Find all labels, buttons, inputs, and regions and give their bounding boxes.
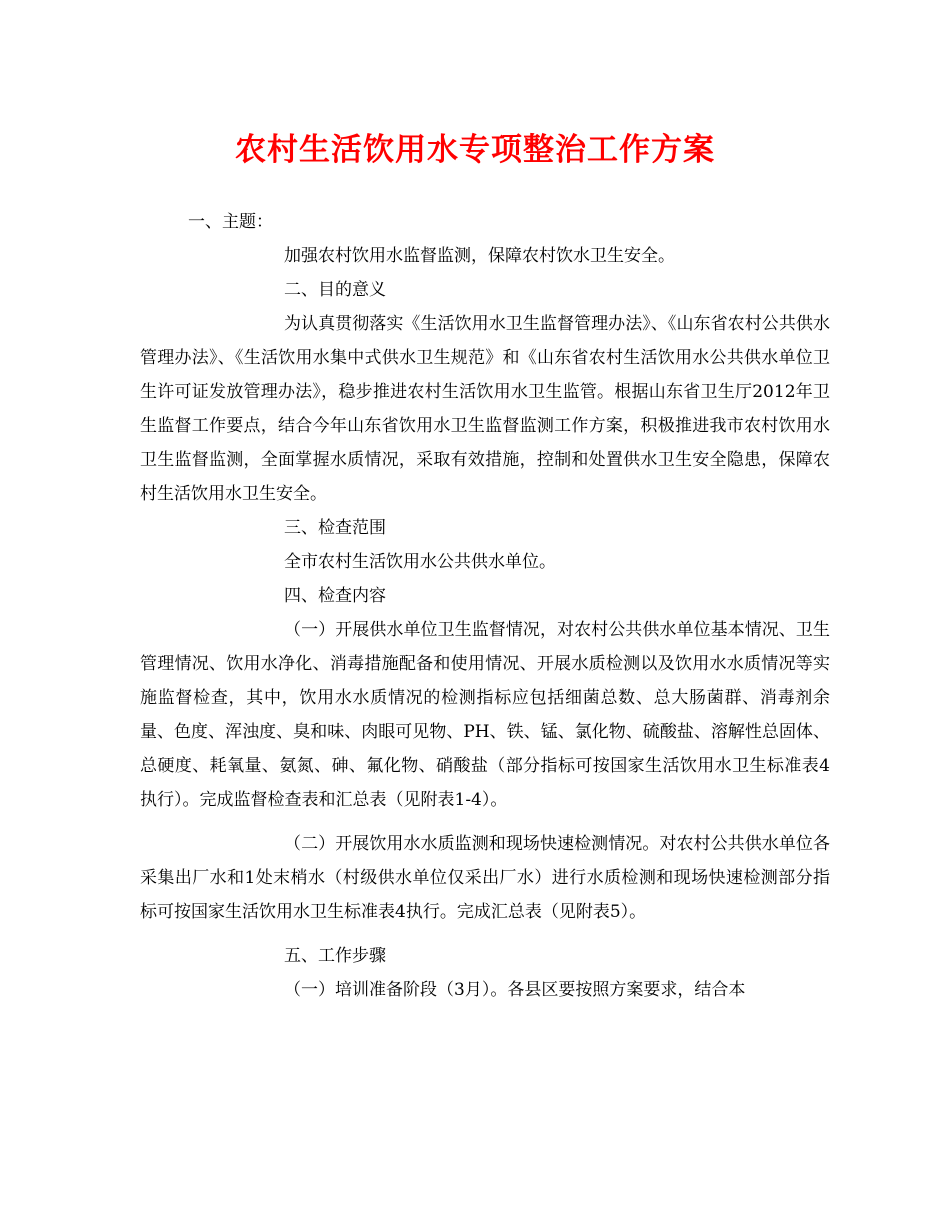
document-body [140, 205, 830, 1007]
section-heading-purpose: 二、目的意义 [284, 280, 386, 300]
section-heading-theme: 一、主题： [188, 212, 273, 232]
section-heading-scope: 三、检查范围 [284, 518, 386, 538]
paragraph-steps-1: （一）培训准备阶段（3月）。各县区要按照方案要求，结合本 [284, 980, 746, 1000]
section-heading-content: 四、检查内容 [284, 586, 386, 606]
paragraph-content-1: （一）开展供水单位卫生监督情况，对农村公共供水单位基本情况、卫生管理情况、饮用水净化、消毒措施配备和使用情况、开展水质检测以及饮用水水质情况等实施监督检查，其中，饮用水水质情况的检测指标应包括细菌总数、总大肠菌群、消毒剂余量、色度、浑浊度、臭和味、肉眼可见物、PH、铁、锰、氯化物、硫酸盐、溶解性总固体、总硬度、耗氧量、氨氮、砷、氟化物、硝酸盐（部分指标可按国家生活饮用水卫生标准表4执行）。完成监督检查表和汇总表（见附表1-4）。 [140, 620, 830, 810]
section-heading-steps: 五、工作步骤 [284, 946, 386, 966]
paragraph-purpose: 为认真贯彻落实《生活饮用水卫生监督管理办法》、《山东省农村公共供水管理办法》、《生活饮用水集中式供水卫生规范》和《山东省农村生活饮用水公共供水单位卫生许可证发放管理办法》，稳步推进农村生活饮用水卫生监管。根据山东省卫生厅2012年卫生监督工作要点，结合今年山东省饮用水卫生监督监测工作方案，积极推进我市农村饮用水卫生监督监测，全面掌握水质情况，采取有效措施，控制和处置供水卫生安全隐患，保障农村生活饮用水卫生安全。 [140, 314, 830, 504]
paragraph-gap [140, 929, 830, 939]
paragraph-gap [140, 817, 830, 827]
paragraph-theme: 加强农村饮用水监督监测，保障农村饮水卫生安全。 [284, 246, 675, 266]
paragraph-content-2: （二）开展饮用水水质监测和现场快速检测情况。对农村公共供水单位各采集出厂水和1处末梢水（村级供水单位仅采出厂水）进行水质检测和现场快速检测部分指标可按国家生活饮用水卫生标准表4执行。完成汇总表（见附表5）。 [140, 834, 830, 922]
document-title: 农村生活饮用水专项整治工作方案 [235, 132, 715, 168]
paragraph-scope: 全市农村生活饮用水公共供水单位。 [284, 552, 556, 572]
